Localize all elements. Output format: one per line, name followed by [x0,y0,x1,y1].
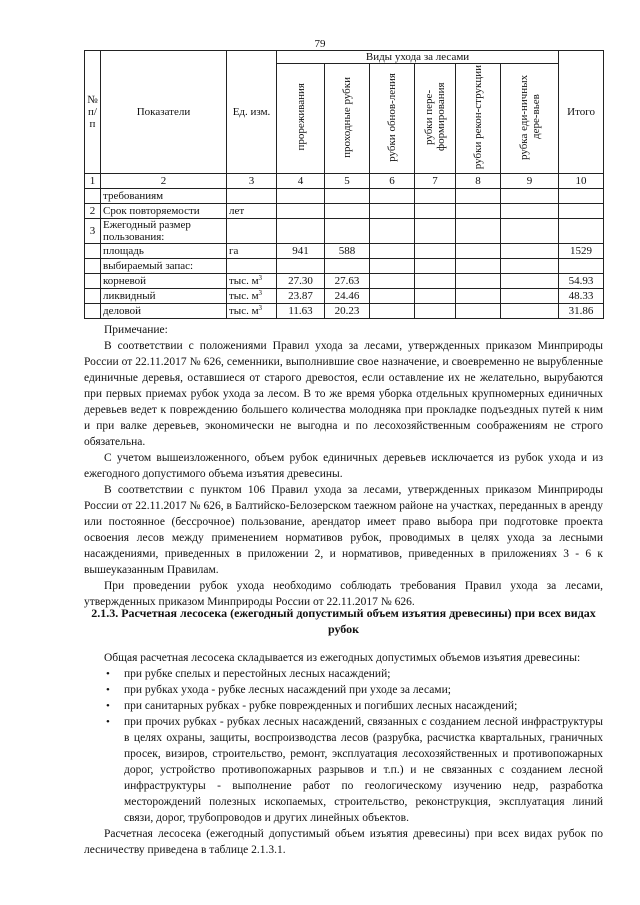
table-row: 3 Ежегодный размер пользования: [85,219,604,244]
table-row: требованиям [85,189,604,204]
col-header-type: проходные рубки [325,64,370,174]
notes-block [84,322,603,610]
col-header-type: рубки рекон-струкции [456,64,501,174]
col-header-group: Виды ухода за лесами [277,51,559,64]
list-item: • при рубках ухода - рубке лесных насаждений при уходе за лесами; [106,684,451,696]
bullet-icon: • [106,684,110,696]
col-header-type: рубки обнов-ления [370,64,415,174]
page-number: 79 [314,38,326,50]
notes-paragraph: С учетом вышеизложенного, объем рубок единичных деревьев исключается из рубок ухода и из ежегодного допустимого объема изъятия древесины. [84,452,603,480]
section-closing: Расчетная лесосека (ежегодный допустимый объем изъятия древесины) при всех видах рубок по лесничеству приведена в таблице 2.1.3.1. [84,828,603,856]
bullet-icon: • [106,668,110,680]
bullet-list [84,666,603,826]
col-header-total: Итого [559,51,604,174]
table-row: площадь га 941 588 1529 [85,244,604,259]
table-row: ликвидный тыс. $м^3$ 23.87 24.46 48.33 [85,289,604,304]
notes-paragraph: В соответствии с положениями Правил ухода за лесами, утвержденных приказом Минприроды России от 22.11.2017 № 626, семенники, выполнившие свое назначение, и своевременно не вырубленные единичные деревья, оставшиеся от старого древостоя, если оставление их не желательно, вырубаются при первых приемах рубок ухода за лесом. В то же время уборка отдельных крупномерных единичных деревьев ведет к повреждению большего количества молодняка при прокладке подъездных путей к ним и при валке деревьев, экономически не выгодна и по лесохозяйственным соображениям не строго обязательна. [84,340,603,448]
bullet-icon: • [106,716,110,728]
list-item: • при прочих рубках - рубках лесных насаждений, связанных с созданием лесной инфраструктуры в целях охраны, защиты, воспроизводства лесов (разрубка, расчистка квартальных, граничных просек, визиров, строительство, ремонт, эксплуатация лесохозяйственных и противопожарных дорог, устройство противопожарных разрывов и т.п.) и не связанных с созданием лесной инфраструктуры - выполнение работ по геологическому изучению недр, разработка месторождений полезных ископаемых, строительство, реконструкция, эксплуатация линий связи, дорог, трубопроводов и других линейных объектов. [106,716,603,824]
logging-volumes-table [84,50,604,319]
table-row: выбираемый запас: [85,259,604,274]
notes-paragraph: В соответствии с пунктом 106 Правил ухода за лесами, утвержденных приказом Минприроды России от 22.11.2017 № 626, в Балтийско-Белозерском таежном районе на участках, переданных в аренду или постоянное (бессрочное) пользование, арендатор имеет право выбора при подготовке проекта освоения лесов между применением нормативов рубок, проводимых в целях ухода за лесными насаждениями, приведенных в приложении 2, и нормативов, приведенных в приложениях 3 - 6 к вышеуказанным Правилам. [84,484,603,576]
table-row: деловой тыс. $м^3$ 11.63 20.23 31.86 [85,304,604,319]
bullet-icon: • [106,700,110,712]
col-header-num: № п/п [85,51,101,174]
section-intro: Общая расчетная лесосека складывается из ежегодных допустимых объемов изъятия древесины: [104,652,581,664]
column-numbers-row: 1 2 3 4 5 6 7 8 9 10 [85,174,604,189]
col-header-type: прореживания [277,64,325,174]
col-header-unit: Ед. изм. [227,51,277,174]
notes-heading: Примечание: [104,324,168,336]
list-item: • при рубке спелых и перестойных лесных насаждений; [106,668,391,680]
list-item: • при санитарных рубках - рубке поврежденных и погибших лесных насаждений; [106,700,518,712]
col-header-type: рубки пере-формирования [415,64,456,174]
section-body [84,650,603,858]
col-header-indicators: Показатели [101,51,227,174]
table-row: 2 Срок повторяемости лет [85,204,604,219]
section-title: 2.1.3. Расчетная лесосека (ежегодный допустимый объем изъятия древесины) при всех видах рубок [91,606,596,636]
notes-paragraph: При проведении рубок ухода необходимо соблюдать требования Правил ухода за лесами, утвержденных приказом Минприроды России от 22.11.2017 № 626. [84,580,603,608]
table-row: корневой тыс. $м^3$ 27.30 27.63 54.93 [85,274,604,289]
col-header-type: рубка еди-ничных дере-вьев [501,64,559,174]
